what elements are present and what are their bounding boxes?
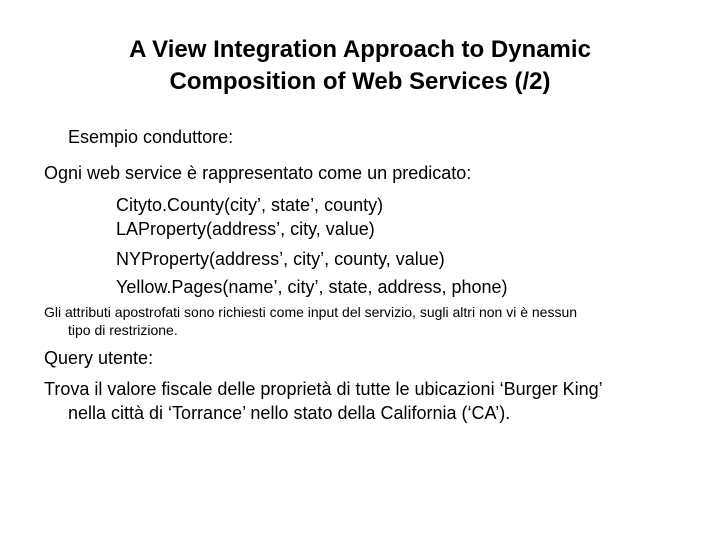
query-line-2: nella città di ‘Torrance’ nello stato della California (‘CA’). [68, 403, 511, 423]
predicate-laproperty: LAProperty(address’, city, value) [116, 219, 375, 239]
note-line-1: Gli attributi apostrofati sono richiesti come input del servizio, sugli altri non vi è nessun [44, 304, 578, 320]
predicate-citytocounty: Cityto.County(city’, state’, county) [116, 195, 384, 215]
query-line-1: Trova il valore fiscale delle proprietà di tutte le ubicazioni ‘Burger King’ [44, 379, 603, 399]
predicate-nyproperty: NYProperty(address’, city’, county, value) [116, 249, 445, 269]
intro-text: Esempio conduttore: [68, 127, 234, 147]
note-line-2: tipo di restrizione. [68, 322, 178, 338]
title-line-1: A View Integration Approach to Dynamic [129, 36, 591, 63]
title-line-2: Composition of Web Services (/2) [169, 68, 551, 95]
services-intro: Ogni web service è rappresentato come un predicato: [44, 163, 472, 183]
query-label: Query utente: [44, 348, 154, 368]
predicate-yellowpages: Yellow.Pages(name’, city’, state, address, phone) [116, 277, 508, 297]
